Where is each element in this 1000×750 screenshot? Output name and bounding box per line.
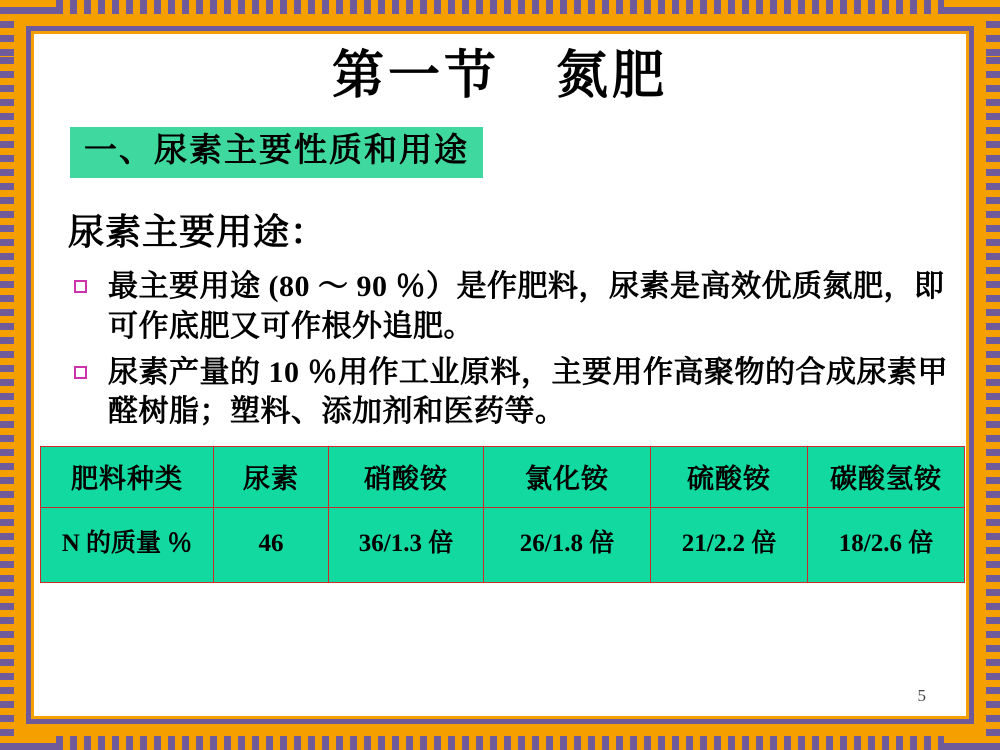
table-cell: 21/2.2 倍 [651, 507, 808, 582]
table-cell: N 的质量 ％ [41, 507, 214, 582]
slide-content [40, 38, 960, 712]
fertilizer-table [40, 446, 965, 583]
page-number: 5 [917, 686, 926, 705]
table-row [41, 507, 965, 582]
table-cell: 46 [214, 507, 329, 582]
table-header-row [41, 446, 965, 507]
table-header-cell: 肥料种类 [41, 446, 214, 507]
table-cell: 18/2.6 倍 [808, 507, 965, 582]
section-heading: 一、尿素主要性质和用途 [70, 127, 483, 178]
bullet-list [40, 267, 960, 431]
list-item [40, 267, 960, 346]
list-item [40, 353, 960, 432]
table-header-cell: 硫酸铵 [651, 446, 808, 507]
square-bullet-icon [74, 366, 87, 379]
table-header-cell: 硝酸铵 [329, 446, 484, 507]
bullet-text: 尿素产量的 10 ％用作工业原料，主要用作高聚物的合成尿素甲醛树脂；塑料、添加剂和医药等。 [108, 355, 948, 429]
table-header-cell: 尿素 [214, 446, 329, 507]
table-header-cell: 氯化铵 [484, 446, 651, 507]
subheading: 尿素主要用途： [68, 212, 328, 253]
table-cell: 36/1.3 倍 [329, 507, 484, 582]
bullet-text: 最主要用途 (80 ～ 90 ％）是作肥料，尿素是高效优质氮肥，即可作底肥又可作根外追肥。 [108, 270, 945, 344]
table-header-cell: 碳酸氢铵 [808, 446, 965, 507]
square-bullet-icon [74, 280, 87, 293]
table-cell: 26/1.8 倍 [484, 507, 651, 582]
page-title: 第一节 氮肥 [331, 48, 668, 105]
